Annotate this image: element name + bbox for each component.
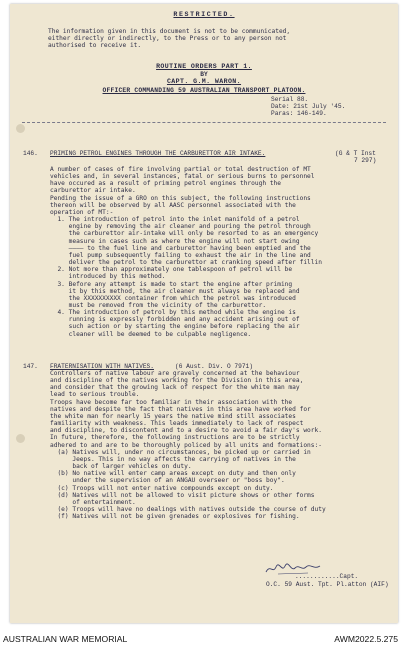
classification-marking: RESTRICTED. [173, 11, 235, 18]
security-notice: The information given in this document is not to be communicated, either directly or indirectly, to the Press or to any person not authorised to receive it. [48, 28, 291, 50]
signature-line: ............Capt. [295, 573, 359, 580]
archive-institution: AUSTRALIAN WAR MEMORIAL [3, 634, 128, 644]
para-147-title: FRATERNISATION WITH NATIVES. [50, 363, 154, 370]
signature-title: O.C. 59 Aust. Tpt. Pl.atton (AIF) [266, 581, 389, 588]
document-page [10, 4, 398, 623]
serial-number: Serial 88. [271, 96, 309, 103]
orders-title: ROUTINE ORDERS PART 1. [156, 63, 252, 70]
punch-hole [16, 124, 25, 133]
para-146-number: 146. [23, 150, 38, 157]
author-name: CAPT. G.M. WARON. [166, 78, 242, 85]
archive-accession-number: AWM2022.5.275 [334, 634, 398, 644]
para-147-body: Controllers of native labour are gravely concerned at the behaviour and discipline of the natives working for the Division in this area, and consider that the growing lack of respect for the white man may lead to serious trouble. Troops have become far too familiar in their association with the natives and despite the fact that natives in this area have worked for the white man for nearly 15 years the native mind still associates familiarity with weakness. This leads immediately to lack of respect and discipline, to discontent and to a desire to avoid a fair day's work. In future, therefore, the following instructions are to be strictly adhered to and are to be thoroughly policed by all units and formations:- (a) Natives will, under no circumstances, be picked up or carried in Jeeps. This in no way affects the carrying of natives in the back of larger vehicles on duty. (b) No native will enter camp areas except on duty and then only under the supervision of an ANGAU overseer or "boss boy". (c) Troops will not enter native compounds except on duty. (d) Natives will not be allowed to visit picture shows or other forms of entertainment. (e) Troops will have no dealings with natives outside the course of duty (f) Natives will not be given grenades or explosives for fishing. [50, 370, 326, 521]
by-line: BY [200, 71, 208, 78]
archive-footer [0, 626, 406, 653]
order-date: Date: 21st July '45. [271, 103, 346, 110]
para-146-reference-cont: 7 297) [354, 157, 377, 164]
para-146-title: PRIMING PETROL ENGINES THROUGH THE CARBURETTOR AIR INTAKE. [50, 150, 266, 157]
command-line: OFFICER COMMANDING 59 AUSTRALIAN TRANSPORT PLATOON. [102, 87, 306, 94]
para-146-body: A number of cases of fire involving partial or total destruction of MT vehicles and, in several instances, fatal or serious burns to personnel have occured as a result of priming petrol engines through the carburettor air intake. Pending the issue of a GRO on this subject, the following instructions thereon will be observed by all AASC personnel associated with the operation of MT:- 1. The introduction of petrol into the inlet manifold of a petrol engine by removing the air cleaner and pouring the petrol through the carburettor air-intake will only be resorted to as an emergency measure in cases such as where the engine will not start owing ———— to the fuel line and carburettor having been emptied and the fuel pump subsequently failing to exhaust the air in the line and deliver the petrol to the carburettor at cranking speed after fillin 2. Not more than approximately one tablespoon of petrol will be introduced by this method. 3. Before any attempt is made to start the engine after priming it by this method, the air cleaner must always be replaced and the XXXXXXXXXX container from which the petrol was introduced must be removed from the vicinity of the carburettor. 4. The introduction of petrol by this method while the engine is running is expressly forbidden and any accident arising out of such action or by starting the engine before replacing the air cleaner will be deemed to be culpable negligence. [50, 166, 322, 338]
punch-hole [16, 434, 25, 443]
para-147-reference: (6 Aust. Div. O 7971) [175, 363, 253, 370]
para-146-reference: (G & T Inst [335, 150, 376, 157]
para-147-number: 147. [23, 363, 38, 370]
divider [22, 122, 386, 123]
para-range: Paras: 146-149. [271, 110, 327, 117]
